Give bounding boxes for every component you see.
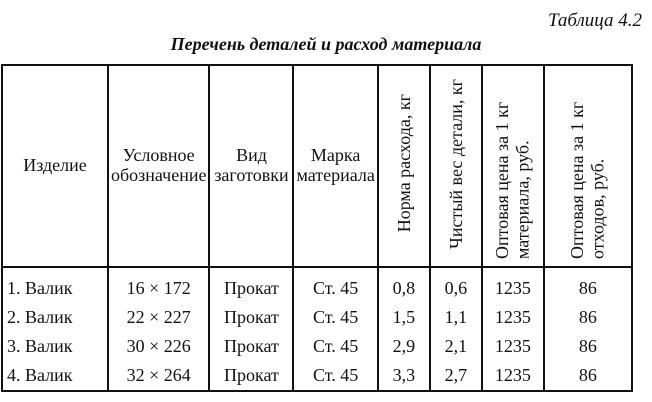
cell-consumption-rate: 2,9 [378, 332, 430, 361]
cell-consumption-rate: 0,8 [378, 267, 430, 303]
cell-material-price: 1235 [482, 361, 544, 391]
cell-designation: 32 × 264 [108, 361, 209, 391]
cell-waste-price: 86 [544, 267, 632, 303]
cell-net-weight: 0,6 [430, 267, 482, 303]
cell-material-grade: Ст. 45 [293, 303, 377, 332]
cell-designation: 30 × 226 [108, 332, 209, 361]
cell-waste-price: 86 [544, 303, 632, 332]
table-row [2, 267, 632, 303]
cell-product: 2. Валик [2, 303, 108, 332]
cell-net-weight: 2,7 [430, 361, 482, 391]
table-title: Перечень деталей и расход материала [170, 34, 482, 54]
table-row [2, 361, 632, 391]
table-row [2, 332, 632, 361]
cell-product: 1. Валик [2, 267, 108, 303]
cell-consumption-rate: 3,3 [378, 361, 430, 391]
header-row [2, 65, 632, 267]
table-row [2, 303, 632, 332]
header-blank-type: Вид заготовки [209, 65, 293, 267]
cell-material-price: 1235 [482, 303, 544, 332]
cell-blank-type: Прокат [209, 361, 293, 391]
cell-designation: 16 × 172 [108, 267, 209, 303]
header-material-price: Оптовая цена за 1 кг материала, руб. [482, 65, 544, 267]
cell-product: 4. Валик [2, 361, 108, 391]
cell-product: 3. Валик [2, 332, 108, 361]
cell-material-grade: Ст. 45 [293, 267, 377, 303]
cell-material-price: 1235 [482, 267, 544, 303]
header-net-weight: Чистый вес детали, кг [430, 65, 482, 267]
cell-net-weight: 1,1 [430, 303, 482, 332]
header-product: Изделие [2, 65, 108, 267]
materials-table [1, 64, 633, 392]
header-consumption-rate: Норма расхода, кг [378, 65, 430, 267]
cell-blank-type: Прокат [209, 332, 293, 361]
table-number: Таблица 4.2 [548, 10, 642, 31]
cell-consumption-rate: 1,5 [378, 303, 430, 332]
cell-material-price: 1235 [482, 332, 544, 361]
cell-waste-price: 86 [544, 361, 632, 391]
cell-waste-price: 86 [544, 332, 632, 361]
header-designation: Условное обозначение [108, 65, 209, 267]
cell-blank-type: Прокат [209, 303, 293, 332]
header-waste-price: Оптовая цена за 1 кг отходов, руб. [544, 65, 632, 267]
cell-blank-type: Прокат [209, 267, 293, 303]
cell-net-weight: 2,1 [430, 332, 482, 361]
header-material-grade: Марка материала [293, 65, 377, 267]
cell-material-grade: Ст. 45 [293, 332, 377, 361]
cell-designation: 22 × 227 [108, 303, 209, 332]
cell-material-grade: Ст. 45 [293, 361, 377, 391]
